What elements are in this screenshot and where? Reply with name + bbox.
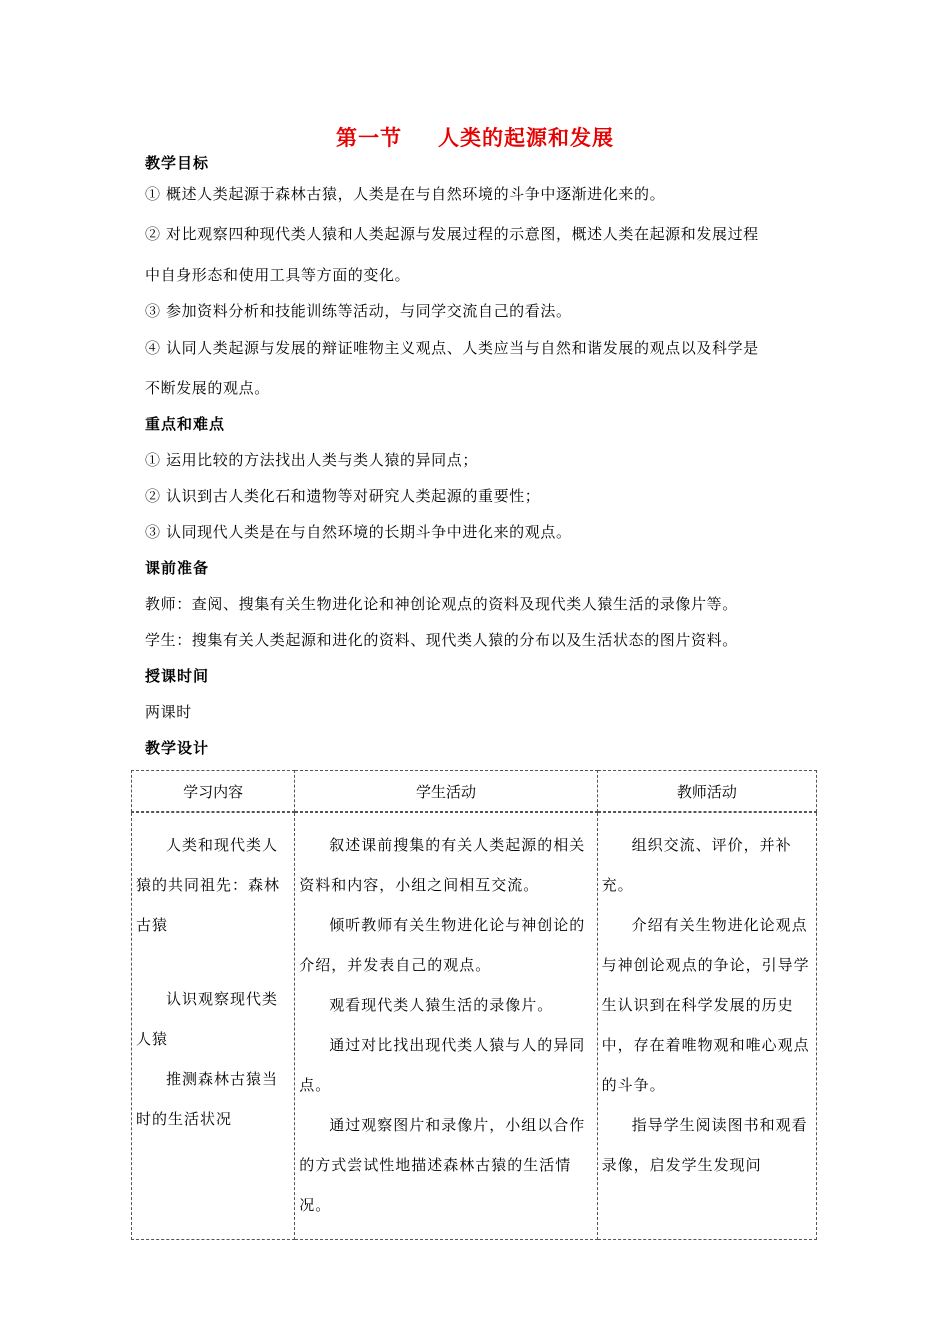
preparation-line: 学生：搜集有关人类起源和进化的资料、现代类人猿的分布以及生活状态的图片资料。 <box>145 631 738 649</box>
student-activity-item: 观看现代类人猿生活的录像片。 <box>329 996 554 1014</box>
teacher-activity-cell <box>597 813 816 1240</box>
objective-line: 中自身形态和使用工具等方面的变化。 <box>145 266 411 284</box>
design-heading: 教学设计 <box>145 739 210 757</box>
header-teacher-activity: 教师活动 <box>597 771 816 812</box>
time-line: 两课时 <box>145 703 192 721</box>
objective-line: ① 概述人类起源于森林古猿，人类是在与自然环境的斗争中逐渐进化来的。 <box>145 185 666 203</box>
table-row <box>132 813 817 1240</box>
key-point-line: ③ 认同现代人类是在与自然环境的长期斗争中进化来的观点。 <box>145 523 572 541</box>
objective-line: 不断发展的观点。 <box>145 379 270 397</box>
learning-content-item: 推测森林古猿当时的生活状况 <box>136 1070 279 1128</box>
objective-line: ③ 参加资料分析和技能训练等活动，与同学交流自己的看法。 <box>145 302 572 320</box>
objectives-heading: 教学目标 <box>145 154 210 172</box>
preparation-heading: 课前准备 <box>145 559 210 577</box>
key-point-line: ① 运用比较的方法找出人类与类人猿的异同点； <box>145 451 478 469</box>
header-learning-content: 学习内容 <box>132 771 295 812</box>
header-student-activity: 学生活动 <box>295 771 597 812</box>
teacher-activity-item: 指导学生阅读图书和观看录像，启发学生发现问 <box>601 1116 808 1174</box>
title-text: 人类的起源和发展 <box>438 126 614 150</box>
student-activity-cell <box>295 813 597 1240</box>
preparation-line: 教师：查阅、搜集有关生物进化论和神创论观点的资料及现代类人猿生活的录像片等。 <box>145 595 738 613</box>
learning-content-cell <box>132 813 295 1240</box>
student-activity-item: 叙述课前搜集的有关人类起源的相关资料和内容，小组之间相互交流。 <box>299 836 586 894</box>
teacher-activity-item: 组织交流、评价，并补充。 <box>601 836 792 894</box>
student-activity-item: 倾听教师有关生物进化论与神创论的介绍，并发表自己的观点。 <box>299 916 586 974</box>
teaching-design-table <box>131 770 817 1240</box>
key-points-heading: 重点和难点 <box>145 415 226 433</box>
teacher-activity-item: 介绍有关生物进化论观点与神创论观点的争论，引导学生认识到在科学发展的历史中，存在着唯物观和唯心观点的斗争。 <box>601 916 810 1094</box>
objective-line: ② 对比观察四种现代类人猿和人类起源与发展过程的示意图，概述人类在起源和发展过程 <box>145 225 759 243</box>
student-activity-item: 通过观察图片和录像片，小组以合作的方式尝试性地描述森林古猿的生活情况。 <box>299 1116 586 1214</box>
title-section-number: 第一节 <box>336 126 402 150</box>
objective-line: ④ 认同人类起源与发展的辩证唯物主义观点、人类应当与自然和谐发展的观点以及科学是 <box>145 339 759 357</box>
learning-content-item: 人类和现代类人猿的共同祖先：森林古猿 <box>136 836 281 934</box>
key-point-line: ② 认识到古人类化石和遗物等对研究人类起源的重要性； <box>145 487 541 505</box>
learning-content-item: 认识观察现代类人猿 <box>136 990 279 1048</box>
student-activity-item: 通过对比找出现代类人猿与人的异同点。 <box>299 1036 586 1094</box>
table-header-row <box>132 771 817 812</box>
time-heading: 授课时间 <box>145 667 210 685</box>
page-title <box>0 122 950 152</box>
